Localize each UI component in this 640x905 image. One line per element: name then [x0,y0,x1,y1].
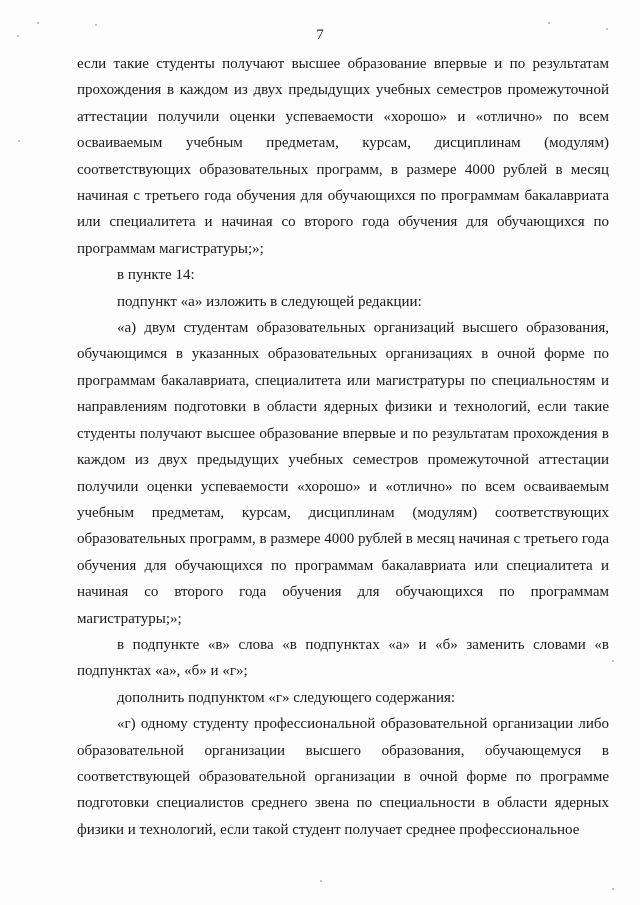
document-body [77,51,609,843]
scan-speck [18,140,20,142]
paragraph-continuation: если такие студенты получают высшее образование впервые и по результатам прохождения в каждом из двух предыдущих учебных семестров промежуточной аттестации получили оценки успеваемости «хорошо» и «отлично» по всем осваиваемым учебным предметам, курсам, дисциплинам (модулям) соответствующих образовательных программ, в размере 4000 рублей в месяц начиная с третьего года обучения для обучающихся по программам бакалавриата или специалитета и начиная со второго года обучения для обучающихся по программам магистратуры;»; [77,56,609,257]
scan-speck [37,22,39,24]
paragraph-subpoint-v-replacement: в подпункте «в» слова «в подпунктах «а» и «б» заменить словами «в подпунктах «а», «б» и «г»; [77,636,609,680]
paragraph-subpoint-a-instruction: подпункт «а» изложить в следующей редакции: [117,293,422,310]
paragraph-subpoint-g-text: «г) одному студенту профессиональной образовательной организации либо образовательной организации высшего образования, обучающемуся в соответствующей образовательной организации в очной форме по программе подготовки специалистов среднего звена по специальности в области ядерных физики и технологий, если такой студент получает среднее профессиональное [77,716,609,838]
scan-speck [606,28,608,30]
paragraph-add-subpoint-g: дополнить подпунктом «г» следующего содержания: [117,689,456,706]
scan-speck [95,24,97,26]
paragraph-subpoint-a-text: «а) двум студентам образовательных организаций высшего образования, обучающимся в указанных образовательных организациях в очной форме по программам бакалавриата, специалитета или магистратуры по специальностям и направлениям подготовки в области ядерных физики и технологий, если такие студенты получают высшее образование впервые и по результатам прохождения в каждом из двух предыдущих учебных семестров промежуточной аттестации получили оценки успеваемости «хорошо» и «отлично» по всем осваиваемым учебным предметам, курсам, дисциплинам (модулям) соответствующих образовательных программ, в размере 4000 рублей в месяц начиная с третьего года обучения для обучающихся по программам бакалавриата или специалитета и начиная со второго года обучения для обучающихся по программам магистратуры;»; [77,320,609,627]
scan-speck [612,888,614,890]
scan-speck [548,22,550,24]
scan-speck [320,880,322,882]
paragraph-point-14: в пункте 14: [117,267,195,284]
scan-speck [612,660,614,662]
scan-speck [17,35,19,37]
page-number: 7 [316,27,324,43]
